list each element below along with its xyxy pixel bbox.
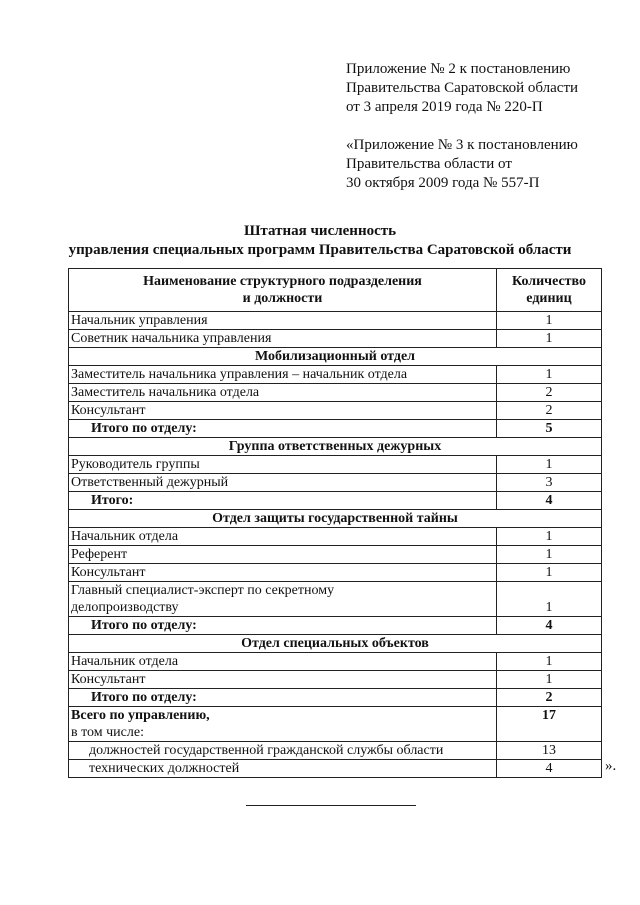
table-row [69,474,602,492]
unit-count: 1 [497,582,602,617]
position-name: Консультант [69,564,497,582]
unit-count: 1 [497,330,602,348]
position-name: Итого: [69,492,497,510]
table-row [69,742,602,760]
section-title: Отдел специальных объектов [69,635,602,653]
appendix-header [346,60,606,193]
table-row [69,402,602,420]
table-row [69,582,602,617]
position-name: Начальник управления [69,312,497,330]
appendix2-line: Правительства Саратовской области [346,80,579,96]
table-row [69,528,602,546]
signature-line [246,805,416,806]
table-row [69,384,602,402]
position-name: Руководитель группы [69,456,497,474]
section-row [69,635,602,653]
table-row [69,653,602,671]
position-name: Начальник отдела [69,653,497,671]
position-name: Итого по отделу: [69,617,497,635]
table-row [69,760,602,778]
unit-count: 1 [497,671,602,689]
position-name: Ответственный дежурный [69,474,497,492]
table-row [69,366,602,384]
closing-quote: ». [605,758,617,774]
document-title [0,222,640,260]
position-name: Советник начальника управления [69,330,497,348]
section-row [69,348,602,366]
position-name: Референт [69,546,497,564]
table-body [69,312,602,778]
unit-count: 2 [497,402,602,420]
position-name: Консультант [69,671,497,689]
grand-total-row [69,707,602,742]
column-header-name: Наименование структурного подразделения и должности [69,269,497,312]
unit-count: 1 [497,546,602,564]
position-name: Начальник отдела [69,528,497,546]
appendix3-line: Правительства области от [346,156,512,172]
table-row [69,564,602,582]
unit-count: 1 [497,456,602,474]
section-title: Мобилизационный отдел [69,348,602,366]
table-row [69,330,602,348]
column-header-qty: Количество единиц [497,269,602,312]
section-row [69,510,602,528]
position-name: Всего по управлению, в том числе: [69,707,497,742]
appendix3-line: «Приложение № 3 к постановлению [346,137,578,153]
position-name: технических должностей [69,760,497,778]
position-name: Заместитель начальника отдела [69,384,497,402]
total-row [69,689,602,707]
unit-count: 1 [497,653,602,671]
total-row [69,420,602,438]
table-row [69,671,602,689]
appendix3-line: 30 октября 2009 года № 557-П [346,175,540,191]
unit-count: 17 [497,707,602,742]
appendix2-line: от 3 апреля 2019 года № 220-П [346,99,543,115]
total-row [69,617,602,635]
section-title: Группа ответственных дежурных [69,438,602,456]
total-row [69,492,602,510]
position-name: Главный специалист-эксперт по секретному делопроизводству [69,582,497,617]
position-name: Консультант [69,402,497,420]
staff-table [68,268,602,778]
section-row [69,438,602,456]
unit-count: 5 [497,420,602,438]
unit-count: 1 [497,312,602,330]
table-row [69,546,602,564]
title-line-1: Штатная численность [243,223,397,239]
unit-count: 3 [497,474,602,492]
unit-count: 1 [497,366,602,384]
position-name: Заместитель начальника управления – начальник отдела [69,366,497,384]
section-title: Отдел защиты государственной тайны [69,510,602,528]
table-row [69,312,602,330]
table-header-row [69,269,602,312]
position-name: Итого по отделу: [69,689,497,707]
title-line-2: управления специальных программ Правительства Саратовской области [68,242,572,258]
table-row [69,456,602,474]
appendix2-line: Приложение № 2 к постановлению [346,61,571,77]
unit-count: 13 [497,742,602,760]
position-name: Итого по отделу: [69,420,497,438]
unit-count: 4 [497,617,602,635]
unit-count: 2 [497,384,602,402]
unit-count: 2 [497,689,602,707]
position-name: должностей государственной гражданской службы области [69,742,497,760]
unit-count: 4 [497,760,602,778]
unit-count: 4 [497,492,602,510]
unit-count: 1 [497,528,602,546]
unit-count: 1 [497,564,602,582]
